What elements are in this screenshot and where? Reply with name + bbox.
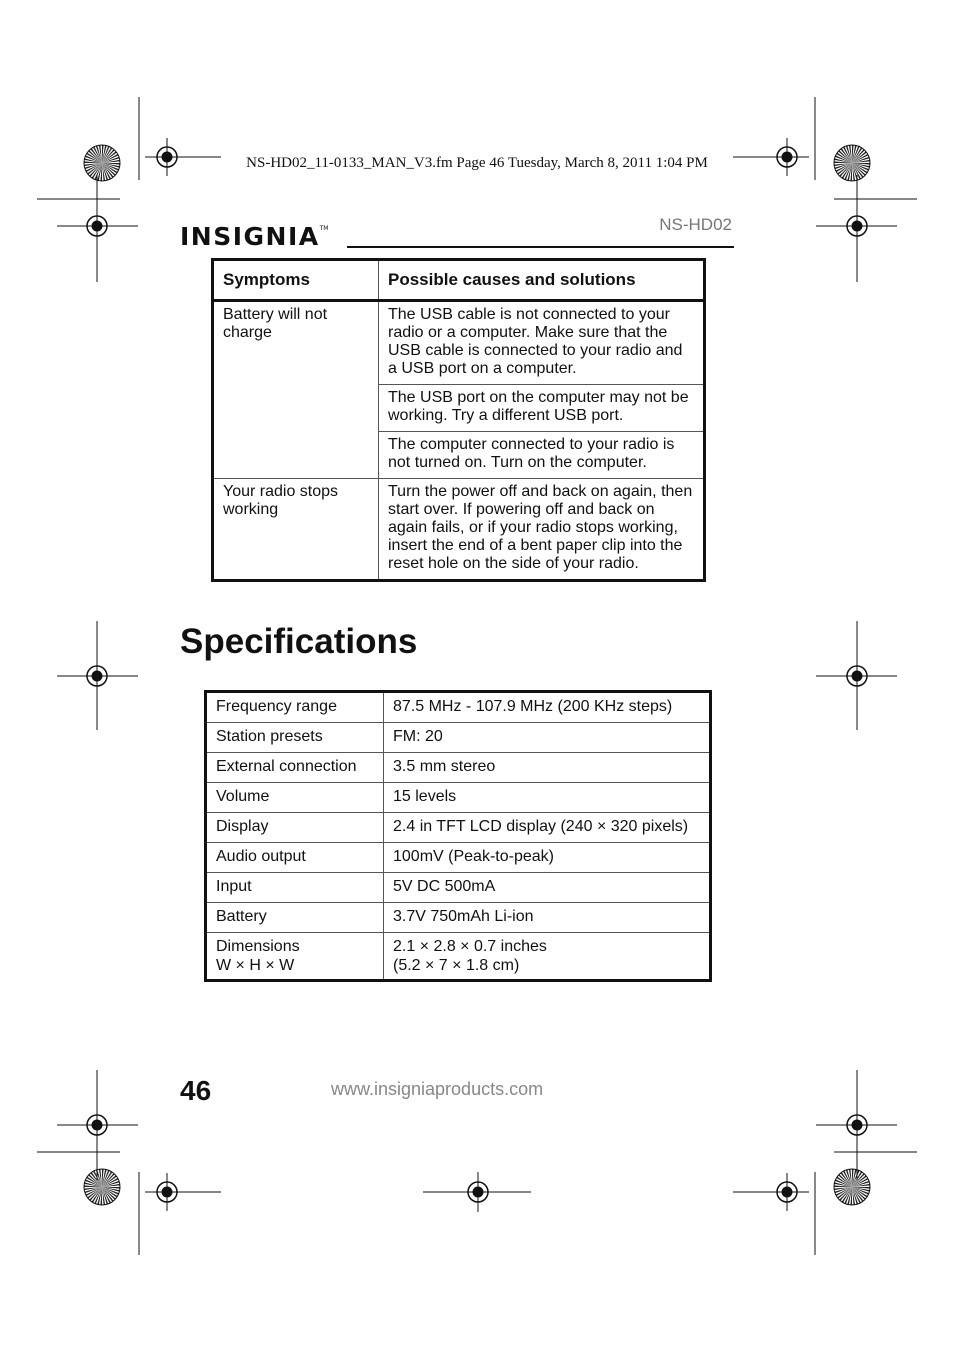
spec-label: Battery [206, 903, 384, 933]
dimensions-label: Dimensions [216, 938, 300, 955]
page-number: 46 [180, 1075, 212, 1106]
symptom-cell: Your radio stops working [213, 479, 379, 581]
registration-wheel [84, 1169, 120, 1205]
print-header: NS-HD02_11-0133_MAN_V3.fm Page 46 Tuesday, March 8, 2011 1:04 PM [246, 155, 708, 171]
spec-value: 100mV (Peak-to-peak) [384, 843, 711, 873]
brand-logo [180, 222, 328, 251]
trademark-mark: TM [319, 225, 329, 232]
header-rule [347, 246, 734, 248]
symptoms-header: Symptoms [213, 260, 379, 301]
spec-value: 2.4 in TFT LCD display (240 × 320 pixels) [384, 813, 711, 843]
spec-value: FM: 20 [384, 723, 711, 753]
spec-value: 87.5 MHz - 107.9 MHz (200 KHz steps) [384, 692, 711, 723]
registration-wheel [834, 1169, 870, 1205]
dimensions-cm: (5.2 × 7 × 1.8 cm) [393, 957, 520, 974]
specifications-table [204, 690, 712, 982]
spec-value: 15 levels [384, 783, 711, 813]
causes-header: Possible causes and solutions [379, 260, 705, 301]
dimensions-label-axes: W × H × W [216, 957, 295, 974]
spec-value: 3.5 mm stereo [384, 753, 711, 783]
section-title: Specifications [180, 622, 418, 661]
troubleshooting-table [211, 258, 706, 582]
table-row [213, 301, 705, 385]
dimensions-inches: 2.1 × 2.8 × 0.7 inches [393, 938, 547, 955]
spec-value [384, 933, 711, 981]
brand-logo-text: INSIGNIA [180, 222, 320, 251]
table-row [206, 783, 711, 813]
spec-label [206, 933, 384, 981]
cause-cell: The USB cable is not connected to your radio or a computer. Make sure that the USB cable is connected to your radio and a USB port on a computer. [379, 301, 705, 385]
table-row [206, 723, 711, 753]
spec-label: Volume [206, 783, 384, 813]
table-row [206, 753, 711, 783]
table-row [206, 873, 711, 903]
model-number: NS-HD02 [659, 215, 732, 234]
cause-cell: Turn the power off and back on again, then start over. If powering off and back on again fails, or if your radio stops working, insert the end of a bent paper clip into the reset hole on the side of your radio. [388, 483, 693, 572]
footer-url: www.insigniaproducts.com [331, 1079, 544, 1099]
spec-value: 5V DC 500mA [384, 873, 711, 903]
spec-label: Display [206, 813, 384, 843]
spec-label: Input [206, 873, 384, 903]
table-row [206, 692, 711, 723]
table-row [206, 813, 711, 843]
table-row [206, 843, 711, 873]
spec-label: Station presets [206, 723, 384, 753]
spec-label: Audio output [206, 843, 384, 873]
cause-cell: The USB port on the computer may not be working. Try a different USB port. [379, 385, 705, 432]
spec-label: External connection [206, 753, 384, 783]
table-row [206, 933, 711, 981]
cause-cell: The computer connected to your radio is not turned on. Turn on the computer. [379, 432, 705, 479]
spec-label: Frequency range [206, 692, 384, 723]
table-row [213, 479, 705, 581]
symptom-cell: Battery will not charge [213, 301, 379, 479]
spec-value: 3.7V 750mAh Li-ion [384, 903, 711, 933]
table-header-row [213, 260, 705, 301]
table-row [206, 903, 711, 933]
